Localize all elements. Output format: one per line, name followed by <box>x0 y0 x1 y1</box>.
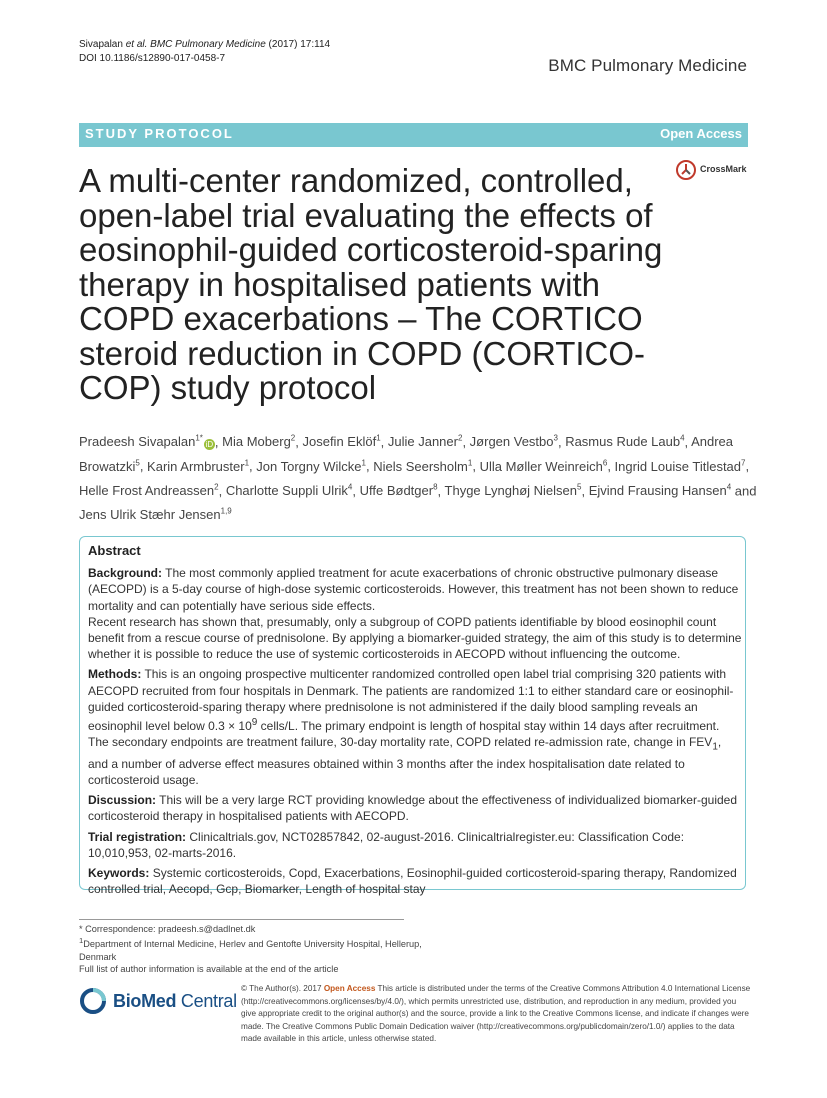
article-type: STUDY PROTOCOL <box>85 126 234 141</box>
author[interactable]: Ejvind Frausing Hansen$^4$ <box>588 482 732 498</box>
author[interactable]: Uffe Bødtger$^8$ <box>359 482 438 498</box>
abstract-discussion: Discussion: This will be a very large RCT providing knowledge about the effectiveness of individualized biomarker-guided corticosteroid therapy in hospitalised patients with AECOPD. <box>88 793 738 824</box>
author[interactable]: Karin Armbruster$^1$ <box>147 458 250 474</box>
author[interactable]: Josefin Eklöf$^1$ <box>302 434 381 450</box>
full-author-info-note: Full list of author information is available at the end of the article <box>79 963 339 974</box>
article-type-banner <box>79 123 748 147</box>
footnotes <box>79 923 439 975</box>
abstract-background: Background: The most commonly applied treatment for acute exacerbations of chronic obstructive pulmonary disease (AECOPD) is a 5-day course of high-dose systemic corticosteroids. However, this treatment has not been shown to reduce mortality and can potentially have serious side effects. Recent research has shown that, presumably, only a subgroup of COPD patients identifiable by blood eosinophil count benefit from a rescue course of prednisolone. By applying a biomarker-guided strategy, the aim of this study is to determine whether it is possible to reduce the use of systemic corticosteroids in AECOPD without influencing the outcome. <box>88 566 742 662</box>
crossmark-label: CrossMark <box>700 164 747 174</box>
abstract-box <box>79 536 746 897</box>
license-text: © The Author(s). 2017 Open Access This article is distributed under the terms of the Creative Commons Attribution 4.0 International License (http://creativecommons.org/licenses/by/4.0/), which permits unrestricted use, distribution, and reproduction in any medium, provided you give appropriate credit to the original author(s) and the source, provide a link to the Creative Commons license, and indicate if changes were made. The Creative Commons Public Domain Dedication waiver (http://creativecommons.org/publicdomain/zero/1.0/) applies to the data made available in this article, unless otherwise stated. <box>241 984 751 1043</box>
abstract-methods: Methods: This is an ongoing prospective multicenter randomized controlled open label trial comprising 320 patients with AECOPD recruited from four hospitals in Denmark. The patients are randomized 1:1 to either standard care or eosinophil-guided corticosteroid-sparing therapy where prednisolone is not administered if the daily blood sampling reveals an eosinophil level below $0.3 \times 10^9$ cells/L. The primary endpoint is length of hospital stay within 14 days after recruitment. The secondary endpoints are treatment failure, 30-day mortality rate, COPD related re-admission rate, change in $FEV_1$, and a number of adverse effect measures obtained within 3 months after the index hospitalisation date related to corticosteroid usage. <box>88 667 734 788</box>
doi[interactable]: DOI 10.1186/s12890-017-0458-7 <box>79 53 226 64</box>
author[interactable]: Ingrid Louise Titlestad$^7$ <box>614 458 746 474</box>
biomed-central-logo[interactable] <box>79 987 239 1017</box>
author[interactable]: Andrea Browatzki$^5$ <box>79 434 733 474</box>
author[interactable]: Thyge Lynghøj Nielsen$^5$ <box>444 482 582 498</box>
correspondence[interactable]: * Correspondence: pradeesh.s@dadlnet.dk <box>79 924 256 934</box>
crossmark-icon <box>676 160 696 180</box>
crossmark-badge[interactable] <box>674 158 754 182</box>
abstract-keywords: Keywords: Systemic corticosteroids, Copd, Exacerbations, Eosinophil-guided corticosteroid-sparing therapy, Randomized controlled trial, Aecopd, Gcp, Biomarker, Length of hospital stay <box>88 866 737 897</box>
author[interactable]: Mia Moberg$^2$ <box>222 434 296 450</box>
journal-name: BMC Pulmonary Medicine <box>548 56 747 75</box>
citation-volume: (2017) 17:114 <box>268 39 331 50</box>
author[interactable]: Jørgen Vestbo$^3$ <box>469 434 558 450</box>
citation <box>79 38 330 66</box>
abstract-trial-registration: Trial registration: Clinicaltrials.gov, NCT02857842, 02-august-2016. Clinicaltrialregister.eu: Classification Code: 10,010,953, 02-marts-2016. <box>88 829 685 860</box>
author[interactable]: Julie Janner$^2$ <box>387 434 463 450</box>
author[interactable]: Helle Frost Andreassen$^2$ <box>79 482 219 498</box>
footnote-divider <box>79 919 404 920</box>
orcid-icon[interactable]: iD <box>205 440 214 450</box>
author[interactable]: Charlotte Suppli Ulrik$^4$ <box>225 482 353 498</box>
abstract-heading: Abstract <box>88 543 141 558</box>
affiliation: $^1$Department of Internal Medicine, Herlev and Gentofte University Hospital, Hellerup, Denmark <box>79 936 422 962</box>
open-access-label[interactable]: Open Access <box>660 126 742 141</box>
author[interactable]: Pradeesh Sivapalan$^{1*}$ <box>79 434 203 450</box>
author[interactable]: Ulla Møller Weinreich$^6$ <box>479 458 608 474</box>
citation-author: Sivapalan <box>79 39 123 50</box>
article-title: A multi-center randomized, controlled, open-label trial evaluating the effects of eosinophil-guided corticosteroid-sparing therapy in hospitalised patients with COPD exacerbations – The CORTICO steroid reduction in COPD (CORTICO-COP) study protocol <box>79 162 663 406</box>
author[interactable]: Rasmus Rude Laub$^4$ <box>565 434 685 450</box>
author[interactable]: Jens Ulrik Stæhr Jensen$^{1,9}$ <box>79 506 232 523</box>
citation-line <box>79 38 330 52</box>
author-list: Pradeesh Sivapalan$^{1*}$iD , Mia Moberg$^2$, Josefin Eklöf$^1$, Julie Janner$^2$, Jørgen Vestbo$^3$, Rasmus Rude Laub$^4$, Andrea Browatzki$^5$, Karin Armbruster$^1$, Jon Torgny Wilcke$^1$, Niels Seersholm$^1$, Ulla Møller Weinreich$^6$, Ingrid Louise Titlestad$^7$, Helle Frost Andreassen$^2$, Charlotte Suppli Ulrik$^4$, Uffe Bødtger$^8$, Thyge Lynghøj Nielsen$^5$, Ejvind Frausing Hansen$^4$ and Jens Ulrik Stæhr Jensen$^{1,9}$ <box>79 434 757 523</box>
author[interactable]: Jon Torgny Wilcke$^1$ <box>256 458 366 474</box>
citation-journal: et al. BMC Pulmonary Medicine <box>125 39 266 50</box>
biomed-central-ring-icon <box>79 987 107 1015</box>
author[interactable]: Niels Seersholm$^1$ <box>373 458 473 474</box>
publisher-name: BioMed Central <box>113 991 237 1011</box>
